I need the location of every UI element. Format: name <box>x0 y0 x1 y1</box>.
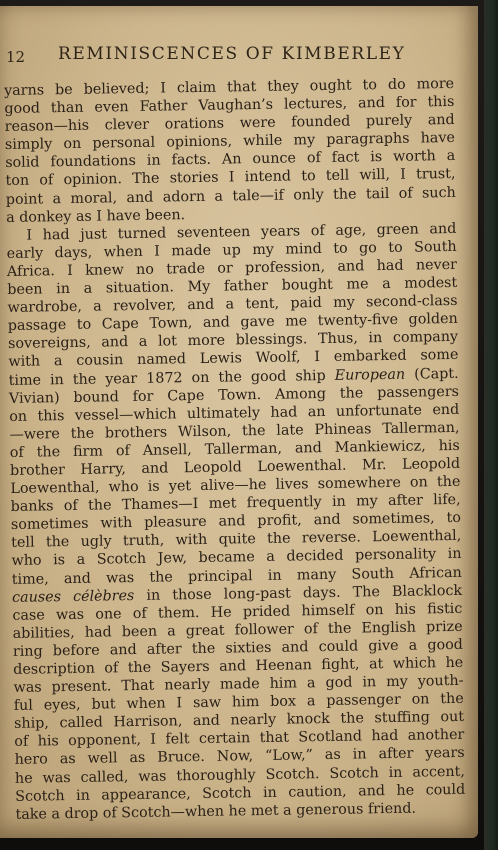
text-line: solid foundations in facts. An ounce of fact is worth a <box>5 148 456 172</box>
text-line: time, and was the principal in many South African <box>11 564 462 588</box>
text-line: ful eyes, but when I saw him box a passenger on the <box>13 691 464 715</box>
text-line: abilities, had been a great follower of the English prize <box>12 618 463 642</box>
text-line: I had just turned seventeen years of age, green and <box>26 220 457 244</box>
text-line: hero as well as Bruce. Now, “Low,” as in after years <box>14 745 465 769</box>
text-line: sometimes with pleasure and profit, and sometimes, to <box>10 510 462 534</box>
ship-name: European <box>334 366 406 384</box>
text-line: passage to Cape Town, and gave me twenty-five golden <box>7 311 458 335</box>
text-line: on this vessel—which ultimately had an unfortunate end <box>9 401 460 425</box>
body-text <box>4 75 466 824</box>
text-line: of his opponent, I felt certain that Scotland had another <box>14 727 465 751</box>
text-line: ton of opinion. The stories I intend to tell will, I trust, <box>5 166 456 190</box>
text-line: Scotch in appearance, Scotch in caution, and he could <box>15 781 466 805</box>
text-line: was present. That nearly made him a god in my youth- <box>13 672 464 697</box>
causes-celebres: causes célèbres <box>11 587 135 606</box>
text-line: of the firm of Ansell, Tallerman, and Mankiewicz, his <box>9 437 460 461</box>
text-line: good than even Father Vaughan’s lectures, and for this <box>4 94 455 118</box>
text-line: banks of the Thames—I met frequently in my after life, <box>10 492 461 516</box>
text-line: yarns be believed; I claim that they ought to do more <box>4 75 455 99</box>
text-line: with a cousin named Lewis Woolf, I embarked some <box>8 347 459 371</box>
text-line: tell the ugly truth, with quite the reverse. Loewenthal, <box>11 528 462 552</box>
text-segment: bound for Cape Town. Among the passengers <box>73 383 460 406</box>
text-segment: time in the year 1872 on the good ship <box>8 367 326 389</box>
running-head: REMINISCENCES OF KIMBERLEY <box>58 44 406 64</box>
text-line: been in a situation. My father bought me a modest <box>7 274 458 299</box>
text-line: point a moral, and adorn a tale—if only the tail of such <box>5 184 456 208</box>
text-line: sovereigns, and a lot more blessings. Thus, in company <box>7 329 459 353</box>
book-page <box>0 6 478 838</box>
text-line: take a drop of Scotch—when he met a generous friend. <box>15 800 417 823</box>
text-line: ship, called Harrison, and nearly knock the stuffing out <box>13 709 465 733</box>
page-number: 12 <box>6 48 26 66</box>
text-line: a donkey as I have been. <box>6 206 186 226</box>
text-line: he was called, was thoroughly Scotch. Scotch in accent, <box>14 763 466 787</box>
text-line: case was one of them. He prided himself on his fistic <box>12 600 463 624</box>
captain-rest: Vivian) <box>8 389 60 407</box>
text-line: early days, when I made up my mind to go to South <box>6 238 457 262</box>
page-header <box>6 44 466 68</box>
text-line: ring before and after the sixties and could give a good <box>12 636 464 660</box>
captain-open: (Capt. <box>414 365 459 383</box>
text-line: wardrobe, a revolver, and a tent, paid my second-class <box>7 293 458 317</box>
text-segment: in those long-past days. The Blacklock <box>146 582 463 604</box>
text-line: Africa. I knew no trade or profession, and had never <box>6 256 458 280</box>
text-line: who is a Scotch Jew, became a decided personality in <box>11 546 462 570</box>
text-line: —were the brothers Wilson, the late Phineas Tallerman, <box>9 419 460 443</box>
text-line: Loewenthal, who is yet alive—he lives somewhere on the <box>10 473 461 498</box>
text-line: reason—his clever orations were founded purely and <box>4 112 455 136</box>
book-spine <box>484 0 498 850</box>
text-line: simply on personal opinions, while my paragraphs have <box>4 130 456 154</box>
text-line: brother Harry, and Leopold Loewenthal. Mr. Leopold <box>9 455 461 479</box>
text-line: description of the Sayers and Heenan fight, at which he <box>13 654 464 678</box>
